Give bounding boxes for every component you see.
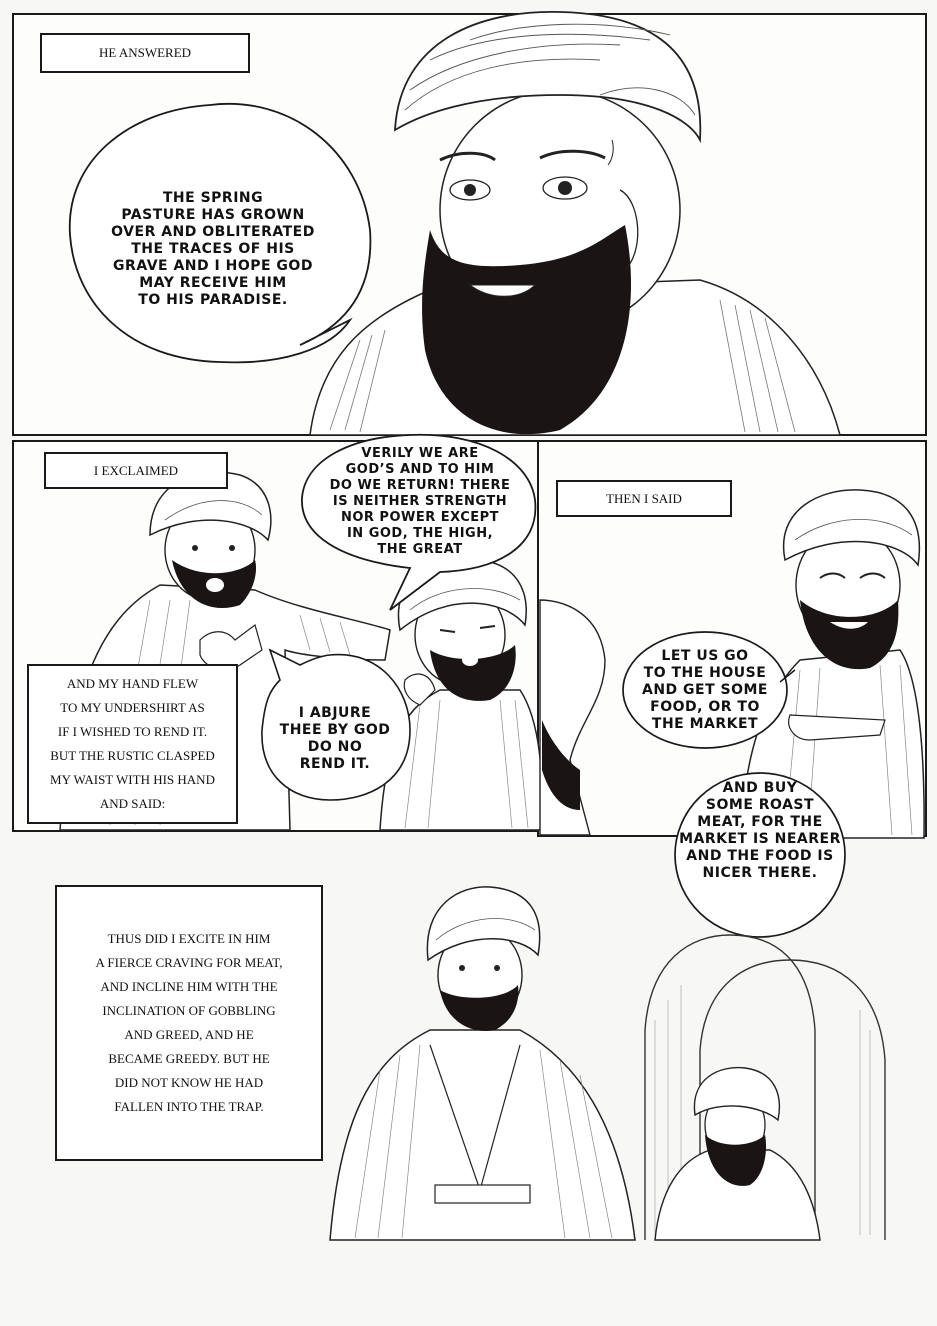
- speech-line: TO HIS PARADISE.: [138, 292, 288, 308]
- narration-line: TO MY UNDERSHIRT AS: [60, 700, 205, 715]
- narration-line: THUS DID I EXCITE IN HIM: [107, 931, 271, 946]
- narration-line: AND GREED, AND HE: [124, 1027, 254, 1042]
- speech-line: VERILY WE ARE: [361, 446, 479, 461]
- speech-line: MAY RECEIVE HIM: [139, 275, 287, 291]
- narration-line: FALLEN INTO THE TRAP.: [114, 1099, 264, 1114]
- speech-line: DO WE RETURN! THERE: [329, 478, 511, 493]
- speech-line: THEE BY GOD: [279, 722, 391, 738]
- narration-line: MY WAIST WITH HIS HAND: [50, 772, 215, 787]
- panel-2-caption-box: [44, 452, 228, 489]
- speech-line: OVER AND OBLITERATED: [111, 224, 315, 240]
- panel-3-speech-text-1: [625, 648, 785, 733]
- panel-2-narration-text: [50, 672, 215, 816]
- speech-line: TO THE HOUSE: [643, 665, 767, 681]
- panel-1-caption-text: HE ANSWERED: [98, 45, 192, 60]
- speech-line: MARKET IS NEARER: [679, 831, 841, 847]
- speech-line: NICER THERE.: [702, 865, 818, 881]
- panel-2-caption-text: I EXCLAIMED: [93, 462, 179, 478]
- speech-line: I ABJURE: [298, 705, 372, 721]
- speech-line: GOD’S AND TO HIM: [345, 462, 495, 477]
- narration-line: BECAME GREEDY. BUT HE: [108, 1051, 270, 1066]
- panel-3-caption-text: THEN I SAID: [606, 490, 682, 506]
- panel-2-reply-text: [270, 705, 400, 773]
- narration-line: IF I WISHED TO REND IT.: [57, 724, 208, 739]
- narration-line: A FIERCE CRAVING FOR MEAT,: [95, 955, 283, 970]
- speech-line: DO NO: [307, 739, 363, 755]
- speech-line: REND IT.: [299, 756, 371, 772]
- panel-1-speech-text: [78, 190, 348, 309]
- speech-line: NOR POWER EXCEPT: [340, 510, 500, 525]
- speech-line: AND BUY: [722, 780, 798, 796]
- panel-3-speech-text-2: [675, 780, 845, 882]
- panel-2-narration-box: [27, 664, 238, 824]
- speech-line: IN GOD, THE HIGH,: [346, 526, 494, 541]
- speech-line: FOOD, OR TO: [650, 699, 760, 715]
- panel-4-narration-text: [96, 927, 283, 1119]
- speech-line: AND GET SOME: [641, 682, 768, 698]
- narration-line: AND MY HAND FLEW: [66, 676, 199, 691]
- narration-line: AND INCLINE HIM WITH THE: [100, 979, 278, 994]
- speech-line: SOME ROAST: [705, 797, 815, 813]
- narration-line: DID NOT KNOW HE HAD: [114, 1075, 264, 1090]
- narration-line: INCLINATION OF GOBBLING: [102, 1003, 276, 1018]
- narration-line: AND SAID:: [99, 796, 166, 811]
- panel-4-narration-box: [55, 885, 323, 1161]
- speech-line: THE TRACES OF HIS: [131, 241, 295, 257]
- panel-2-speech-text: [315, 446, 525, 558]
- speech-line: PASTURE HAS GROWN: [121, 207, 305, 223]
- speech-line: THE MARKET: [651, 716, 759, 732]
- panel-1-caption-box: [40, 33, 250, 73]
- speech-line: THE GREAT: [377, 542, 463, 557]
- speech-line: AND THE FOOD IS: [686, 848, 834, 864]
- speech-line: IS NEITHER STRENGTH: [332, 494, 508, 509]
- speech-line: THE SPRING: [162, 190, 264, 206]
- speech-line: GRAVE AND I HOPE GOD: [113, 258, 313, 274]
- speech-line: LET US GO: [661, 648, 749, 664]
- panel-3-caption-box: [556, 480, 732, 517]
- panel-4-scene: [330, 887, 885, 1240]
- narration-line: BUT THE RUSTIC CLASPED: [50, 748, 215, 763]
- speech-line: MEAT, FOR THE: [697, 814, 823, 830]
